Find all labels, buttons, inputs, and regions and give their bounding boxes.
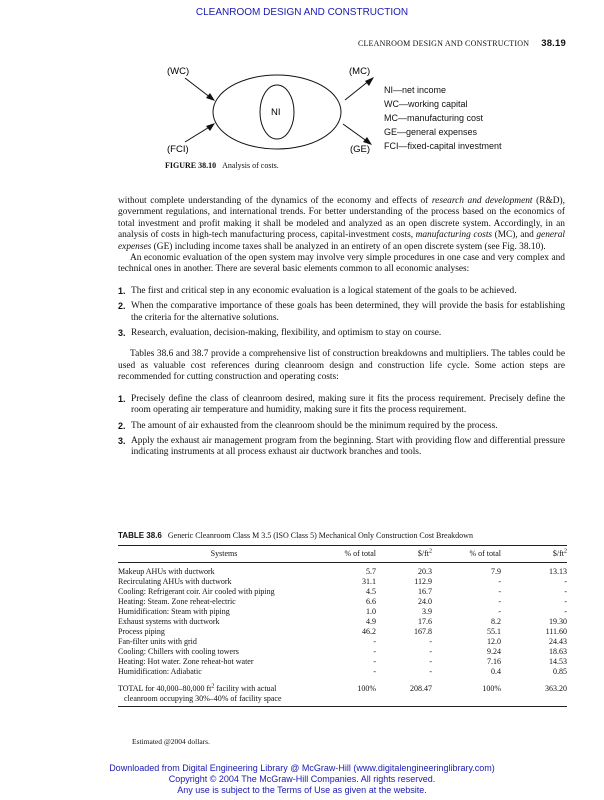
list-number: 1.: [118, 393, 126, 404]
table-row: [118, 657, 567, 667]
table-row: [118, 667, 567, 677]
legend-item: GE—general expenses: [384, 127, 478, 137]
table-row: [118, 637, 567, 647]
arrow-wc: [185, 78, 211, 98]
action-steps-list: [118, 394, 565, 459]
p1-italic: research and development: [431, 196, 533, 206]
cell-cost-2: 18.63: [549, 647, 567, 656]
cell-pct-1: -: [373, 667, 376, 676]
cell-cost-1: -: [429, 667, 432, 676]
arrow-fci: [185, 126, 211, 142]
body-text: [118, 196, 565, 469]
cost-breakdown-table: [118, 545, 567, 707]
cell-pct-2: -: [498, 587, 501, 596]
list-text: Apply the exhaust air management program from the beginning. Start with providing flow and differential pressure indicating instruments at all process exhaust air ductwork branches and tools.: [131, 435, 565, 458]
download-footer: [0, 763, 604, 796]
total-label-a: TOTAL for 40,000–80,000 ft: [118, 684, 212, 693]
cell-pct-2: -: [498, 607, 501, 616]
footer-line: Copyright © 2004 The McGraw-Hill Companies. All rights reserved.: [168, 774, 436, 784]
cell-pct-2: 9.24: [487, 647, 501, 656]
table-row: [118, 627, 567, 637]
running-head-title: CLEANROOM DESIGN AND CONSTRUCTION: [357, 39, 530, 48]
list-item: [118, 328, 565, 339]
footer-line: Downloaded from Digital Engineering Library @ McGraw-Hill (www.digitalengineeringlibrary.com): [109, 763, 495, 773]
p1-part: (R&D), government regulations, and international trends. For better understanding of the process based on the economics of total investment and profit making it shall be modeled and analyzed as an open discrete system. Accordingly, in an analysis of costs in high-tech manufacturing process, capital-investment costs,: [118, 196, 565, 241]
cell-system: Humidification: Steam with piping: [118, 607, 230, 616]
cost-analysis-diagram: [165, 62, 585, 172]
table-title: [118, 531, 473, 540]
table-footnote: Estimated @2004 dollars.: [132, 737, 210, 746]
cell-pct-1: -: [373, 637, 376, 646]
cell-cost-2: 14.53: [549, 657, 567, 666]
cell-cost-2: 24.43: [549, 637, 567, 646]
figure-caption: [165, 161, 279, 170]
label-ni: NI: [271, 107, 281, 118]
cell-system: Recirculating AHUs with ductwork: [118, 577, 232, 586]
figure-caption-label: FIGURE 38.10: [165, 161, 217, 170]
cell-cost-1: -: [429, 637, 432, 646]
cell-system: Makeup AHUs with ductwork: [118, 567, 215, 576]
cell-system: Cooling: Refrigerant coir. Air cooled with piping: [118, 587, 275, 596]
cell-pct-2: 7.9: [491, 567, 501, 576]
table-row: [118, 597, 567, 607]
label-fci: (FCI): [167, 144, 189, 155]
list-number: 2.: [118, 301, 126, 312]
header-cost-2-sup: 2: [564, 548, 567, 555]
cell-cost-2: 111.60: [545, 627, 567, 636]
cell-system: Heating: Hot water. Zone reheat-hot water: [118, 657, 254, 666]
total-label-line2: cleanroom occupying 30%–40% of facility space: [124, 694, 282, 703]
cell-pct-1: 5.7: [366, 567, 376, 576]
total-label-sup: 2: [211, 683, 215, 690]
total-label: [118, 677, 330, 707]
label-mc: (MC): [349, 66, 371, 77]
cell-cost-2: 0.85: [553, 667, 567, 676]
cell-system: Cooling: Chillers with cooling towers: [118, 647, 239, 656]
cell-pct-2: 12.0: [487, 637, 501, 646]
table-row: [118, 577, 567, 587]
cell-cost-1: 20.3: [418, 567, 432, 576]
list-number: 2.: [118, 420, 126, 431]
cell-cost-2: 13.13: [549, 567, 567, 576]
header-cost-1: [376, 546, 432, 563]
cell-system: Humidification: Adiabatic: [118, 667, 202, 676]
p1-part: without complete understanding of the dynamics of the economy and effects of: [118, 196, 432, 206]
table-row: [118, 587, 567, 597]
cell-cost-1: -: [429, 657, 432, 666]
list-item: [118, 301, 565, 324]
cell-cost-1: -: [429, 647, 432, 656]
header-pct-2: % of total: [432, 546, 501, 563]
list-item: [118, 394, 565, 417]
top-banner: CLEANROOM DESIGN AND CONSTRUCTION: [195, 7, 409, 18]
cell-pct-1: 6.6: [366, 597, 376, 606]
header-systems: Systems: [118, 546, 330, 563]
list-number: 1.: [118, 285, 126, 296]
total-pct-1: 100%: [330, 677, 376, 707]
cell-pct-2: -: [498, 577, 501, 586]
table-row: [118, 607, 567, 617]
table-row: [118, 563, 567, 578]
cell-pct-2: -: [498, 597, 501, 606]
cell-cost-1: 24.0: [418, 597, 432, 606]
list-text: Research, evaluation, decision-making, flexibility, and optimism to stay on course.: [131, 328, 442, 339]
cell-pct-1: -: [373, 647, 376, 656]
cell-pct-2: 8.2: [491, 617, 501, 626]
table-row: [118, 647, 567, 657]
cell-cost-1: 112.9: [414, 577, 432, 586]
list-text: The amount of air exhausted from the cleanroom should be the minimum required by the process.: [131, 420, 498, 431]
cell-system: Heating: Steam. Zone reheat-electric: [118, 597, 236, 606]
table-caption: Generic Cleanroom Class M 3.5 (ISO Class 5) Mechanical Only Construction Cost Breakdown: [167, 531, 473, 540]
goals-list: [118, 286, 565, 340]
total-pct-2: 100%: [432, 677, 501, 707]
table-label: TABLE 38.6: [118, 531, 162, 540]
cell-pct-2: 0.4: [491, 667, 501, 676]
figure-legend: [384, 83, 502, 153]
cell-pct-1: 1.0: [366, 607, 376, 616]
cell-pct-1: 46.2: [362, 627, 376, 636]
table-header-row: [118, 546, 567, 563]
paragraph-3: Tables 38.6 and 38.7 provide a comprehensive list of construction breakdowns and multipliers. The tables could be used as valuable cost references during cleanroom design and construction life cycle. Some action steps are recommended for cutting construction and operating costs:: [118, 349, 565, 383]
legend-item: FCI—fixed-capital investment: [384, 141, 502, 151]
cell-cost-1: 3.9: [422, 607, 432, 616]
cell-system: Process piping: [118, 627, 165, 636]
header-cost-2: [501, 546, 567, 563]
legend-item: NI—net income: [384, 85, 447, 95]
label-wc: (WC): [167, 66, 190, 77]
header-cost-1-text: $/ft: [417, 549, 429, 558]
footer-line: Any use is subject to the Terms of Use as given at the website.: [177, 785, 427, 795]
header-cost-2-text: $/ft: [552, 549, 564, 558]
cell-pct-1: 4.5: [366, 587, 376, 596]
cell-pct-1: 31.1: [362, 577, 376, 586]
cell-cost-1: 17.6: [418, 617, 432, 626]
cell-cost-2: -: [564, 587, 567, 596]
legend-item: MC—manufacturing cost: [384, 113, 484, 123]
figure-caption-text: Analysis of costs.: [222, 161, 279, 170]
cell-cost-2: -: [564, 597, 567, 606]
paragraph-2: An economic evaluation of the open system may involve very simple procedures in one case and very complex and technical ones in another. There are several basic elements common to all economic analyses:: [118, 253, 565, 275]
cell-cost-2: -: [564, 577, 567, 586]
arrowhead-fci: [206, 123, 215, 131]
list-number: 3.: [118, 435, 126, 446]
total-cost-2: 363.20: [501, 677, 567, 707]
total-cost-1: 208.47: [376, 677, 432, 707]
list-text: The first and critical step in any economic evaluation is a logical statement of the goals to be achieved.: [131, 285, 517, 296]
cell-system: Exhaust systems with ductwork: [118, 617, 220, 626]
header-pct-1: % of total: [330, 546, 376, 563]
page-number: 38.19: [541, 38, 566, 49]
cell-cost-2: 19.30: [549, 617, 567, 626]
arrow-mc: [345, 80, 370, 100]
arrowhead-mc: [365, 77, 374, 86]
list-text: Precisely define the class of cleanroom desired, making sure it fits the process requirement. Precisely define the room operating air temperature and humidity, making sure it fits the process requirement.: [131, 393, 565, 416]
cell-pct-2: 7.16: [487, 657, 501, 666]
list-text: When the comparative importance of these goals has been determined, they will provide the basis for establishing the criteria for the alternative solutions.: [131, 301, 565, 323]
header-cost-1-sup: 2: [429, 548, 432, 555]
cell-cost-1: 167.8: [414, 627, 432, 636]
p1-italic: manufacturing costs: [415, 230, 493, 241]
list-item: [118, 286, 565, 297]
paragraph-1: [118, 196, 565, 253]
arrow-ge: [343, 124, 368, 142]
list-number: 3.: [118, 328, 126, 339]
cell-pct-1: 4.9: [366, 617, 376, 626]
list-item: [118, 421, 565, 432]
table-total-row: [118, 677, 567, 707]
running-head: [358, 38, 566, 49]
cell-cost-2: -: [564, 607, 567, 616]
arrowhead-wc: [206, 93, 215, 101]
label-ge: (GE): [350, 144, 371, 155]
legend-item: WC—working capital: [384, 99, 468, 109]
p1-part: (MC), and: [492, 230, 537, 241]
p1-part: (GE) including income taxes shall be analyzed in an entirety of an open discrete system (see Fig. 38.10).: [151, 241, 546, 252]
table-body: [118, 563, 567, 707]
total-label-b: facility with actual: [214, 684, 277, 693]
list-item: [118, 436, 565, 459]
cell-pct-2: 55.1: [487, 627, 501, 636]
table-row: [118, 617, 567, 627]
cell-cost-1: 16.7: [418, 587, 432, 596]
cell-pct-1: -: [373, 657, 376, 666]
p1-italic: general expenses: [118, 230, 565, 252]
cell-system: Fan-filter units with grid: [118, 637, 197, 646]
